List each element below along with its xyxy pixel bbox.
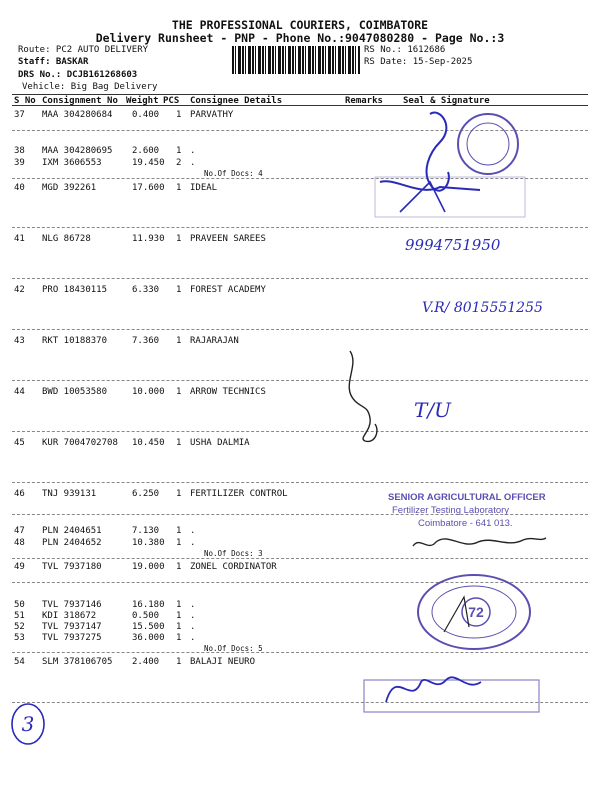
page-circle-mark — [8, 700, 48, 750]
header-top-rule — [12, 94, 588, 95]
row-weight: 2.400 — [132, 657, 160, 667]
row-weight: 10.380 — [132, 538, 165, 548]
row-consignment: MGD 392261 — [42, 183, 97, 193]
round-stamp-number: 72 — [468, 604, 484, 620]
row-pcs: 1 — [176, 438, 182, 448]
doc-count: No.Of Docs: 3 — [204, 549, 263, 558]
row-pcs: 1 — [176, 611, 182, 621]
row-weight: 0.500 — [132, 611, 160, 621]
row-sno: 53 — [14, 633, 25, 643]
row-consignee: RAJARAJAN — [190, 336, 239, 346]
row-sno: 41 — [14, 234, 25, 244]
row-consignment: TVL 7937275 — [42, 633, 102, 643]
row-pcs: 2 — [176, 158, 182, 168]
row-divider — [12, 278, 588, 279]
row-consignment: RKT 10188370 — [42, 336, 108, 346]
row-consignment: PLN 2404652 — [42, 538, 102, 548]
row-pcs: 1 — [176, 110, 182, 120]
stamp-text: Fertilizer Testing Laboratory — [392, 505, 510, 516]
row-consignment: TVL 7937147 — [42, 622, 102, 632]
row-consignee: PARVATHY — [190, 110, 234, 120]
row-consignee: PRAVEEN SAREES — [190, 234, 266, 244]
stamp-signature-54 — [356, 662, 546, 720]
row-divider — [12, 558, 588, 559]
row-consignment: PRO 18430115 — [42, 285, 108, 295]
row-pcs: 1 — [176, 387, 182, 397]
round-stamp-49 — [414, 572, 534, 652]
doc-count: No.Of Docs: 5 — [204, 644, 263, 653]
row-consignee: . — [190, 600, 196, 610]
col-remarks: Remarks — [345, 96, 383, 106]
row-consignment: NLG 86728 — [42, 234, 91, 244]
row-consignee: ARROW TECHNICS — [190, 387, 266, 397]
row-consignee: . — [190, 526, 196, 536]
row-sno: 40 — [14, 183, 25, 193]
row-consignment: BWD 10053580 — [42, 387, 108, 397]
row-weight: 19.450 — [132, 158, 165, 168]
stamp-text: SENIOR AGRICULTURAL OFFICER — [388, 492, 546, 503]
row-pcs: 1 — [176, 538, 182, 548]
row-weight: 11.930 — [132, 234, 165, 244]
row-consignee: . — [190, 622, 196, 632]
row-pcs: 1 — [176, 622, 182, 632]
row-consignment: TVL 7937180 — [42, 562, 102, 572]
stamp-text: Coimbatore - 641 013. — [418, 518, 513, 529]
row-pcs: 1 — [176, 562, 182, 572]
row-consignment: TNJ 939131 — [42, 489, 97, 499]
row-consignment: PLN 2404651 — [42, 526, 102, 536]
row-consignee: . — [190, 633, 196, 643]
vehicle-label: Vehicle: Big Bag Delivery — [22, 82, 158, 92]
staff-label: Staff: BASKAR — [18, 57, 89, 67]
company-title: THE PROFESSIONAL COURIERS, COIMBATORE — [171, 18, 429, 32]
col-weight: Weight — [126, 96, 159, 106]
row-pcs: 1 — [176, 234, 182, 244]
row-weight: 7.360 — [132, 336, 160, 346]
row-divider — [12, 431, 588, 432]
row-consignee: BALAJI NEURO — [190, 657, 256, 667]
row-pcs: 1 — [176, 657, 182, 667]
row-weight: 10.000 — [132, 387, 165, 397]
row-pcs: 1 — [176, 285, 182, 295]
handwritten-note: V.R/ 8015551255 — [422, 300, 543, 316]
row-sno: 49 — [14, 562, 25, 572]
row-pcs: 1 — [176, 526, 182, 536]
row-sno: 43 — [14, 336, 25, 346]
signature-46 — [408, 528, 548, 556]
col-consignment: Consignment No — [42, 96, 118, 106]
handwritten-tu: T/U — [414, 398, 451, 422]
row-consignee: FOREST ACADEMY — [190, 285, 266, 295]
row-consignee: . — [190, 611, 196, 621]
row-sno: 38 — [14, 146, 25, 156]
row-pcs: 1 — [176, 146, 182, 156]
row-sno: 51 — [14, 611, 25, 621]
row-pcs: 1 — [176, 489, 182, 499]
row-sno: 47 — [14, 526, 25, 536]
runsheet-title: Delivery Runsheet - PNP - Phone No.:9047080280 - Page No.:3 — [95, 31, 505, 45]
handwritten-phone: 9994751950 — [405, 236, 501, 254]
row-sno: 48 — [14, 538, 25, 548]
barcode — [232, 46, 360, 74]
row-sno: 54 — [14, 657, 25, 667]
row-sno: 52 — [14, 622, 25, 632]
row-weight: 6.250 — [132, 489, 160, 499]
rs-date: RS Date: 15-Sep-2025 — [364, 57, 473, 67]
row-weight: 19.000 — [132, 562, 165, 572]
col-consignee: Consignee Details — [190, 96, 283, 106]
row-consignee: FERTILIZER CONTROL — [190, 489, 288, 499]
row-consignment: SLM 378106705 — [42, 657, 113, 667]
row-weight: 7.130 — [132, 526, 160, 536]
row-sno: 50 — [14, 600, 25, 610]
row-pcs: 1 — [176, 336, 182, 346]
row-consignment: IXM 3606553 — [42, 158, 102, 168]
row-weight: 17.600 — [132, 183, 165, 193]
drs-label: DRS No.: DCJB161268603 — [18, 70, 138, 80]
row-sno: 39 — [14, 158, 25, 168]
row-divider — [12, 482, 588, 483]
row-weight: 36.000 — [132, 633, 165, 643]
row-weight: 10.450 — [132, 438, 165, 448]
row-weight: 15.500 — [132, 622, 165, 632]
col-seal: Seal & Signature — [403, 96, 490, 106]
row-consignment: KDI 318672 — [42, 611, 97, 621]
col-sno: S No — [14, 96, 36, 106]
row-sno: 42 — [14, 285, 25, 295]
row-sno: 45 — [14, 438, 25, 448]
row-consignment: KUR 7004702708 — [42, 438, 118, 448]
row-sno: 46 — [14, 489, 25, 499]
row-weight: 16.180 — [132, 600, 165, 610]
rs-no: RS No.: 1612686 — [364, 45, 446, 55]
row-consignee: . — [190, 538, 196, 548]
row-consignment: MAA 304280684 — [42, 110, 113, 120]
row-divider — [12, 652, 588, 653]
doc-count: No.Of Docs: 4 — [204, 169, 263, 178]
row-pcs: 1 — [176, 183, 182, 193]
row-consignee: . — [190, 158, 196, 168]
row-pcs: 1 — [176, 600, 182, 610]
row-divider — [12, 329, 588, 330]
row-consignment: TVL 7937146 — [42, 600, 102, 610]
row-consignment: MAA 304280695 — [42, 146, 113, 156]
row-sno: 37 — [14, 110, 25, 120]
row-divider — [12, 380, 588, 381]
row-consignee: USHA DALMIA — [190, 438, 250, 448]
row-weight: 6.330 — [132, 285, 160, 295]
row-consignee: IDEAL — [190, 183, 218, 193]
signature-stamp-37-40 — [360, 102, 530, 232]
row-weight: 0.400 — [132, 110, 160, 120]
route-label: Route: PC2 AUTO DELIVERY — [18, 45, 149, 55]
row-sno: 44 — [14, 387, 25, 397]
col-pcs: PCS — [163, 96, 180, 106]
row-consignee: ZONEL CORDINATOR — [190, 562, 277, 572]
page-circle-number: 3 — [21, 712, 35, 736]
row-pcs: 1 — [176, 633, 182, 643]
bracket-scribble — [340, 346, 390, 446]
row-consignee: . — [190, 146, 196, 156]
row-weight: 2.600 — [132, 146, 160, 156]
